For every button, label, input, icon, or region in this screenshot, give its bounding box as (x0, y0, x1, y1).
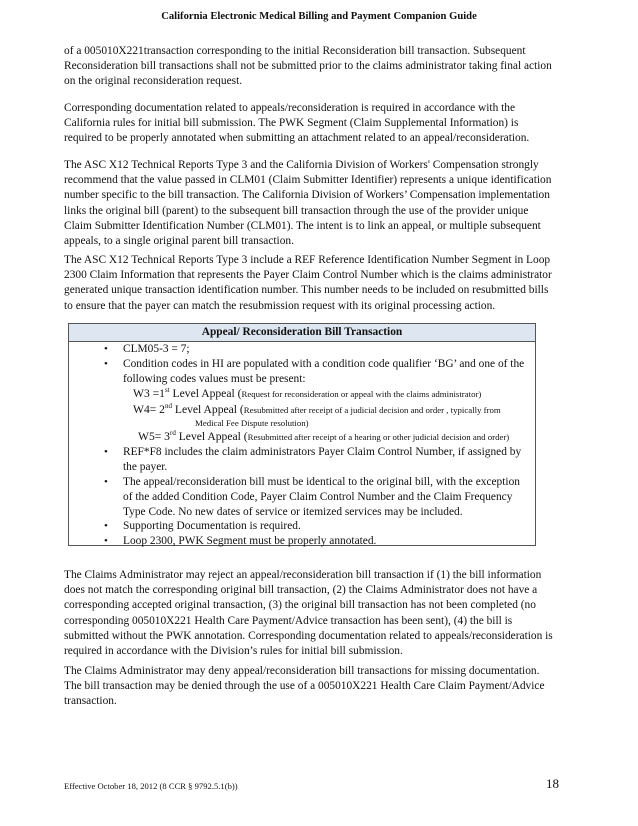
list-item (69, 342, 535, 357)
text-line: recommend that the value passed in CLM01 (Claim Submitter Identifier) represents a unique identification (64, 174, 552, 187)
list-item (69, 534, 535, 549)
appeal-transaction-box (68, 323, 536, 546)
condition-code-w5: W5= 3rd Level Appeal (Resubmitted after receipt of a hearing or other judicial decision and order) (138, 429, 510, 444)
page-footer: Effective October 18, 2012 (8 CCR § 9792.5.1(b)) (64, 781, 238, 791)
paragraph-documentation (64, 101, 572, 147)
text-line: of a 005010X221transaction corresponding to the initial Reconsideration bill transaction. Subsequent (64, 45, 526, 57)
text-line: links the original bill (parent) to the subsequent bill transaction through the use of the provider unique (64, 204, 529, 217)
bullet-icon: • (104, 520, 108, 533)
text-line: California rules for initial bill submission. The PWK Segment (Claim Supplemental Information) is (64, 117, 519, 130)
text-line: generated unique transaction identification number. This number needs to be included on resubmitted bills (64, 284, 549, 297)
text-line: 2300 Claim Information that represents the Payer Claim Control Number which is the claims administrator (64, 269, 552, 282)
bullet-icon: • (104, 343, 108, 355)
text-line: to ensure that the payer can match the resubmission request with its original processing action. (64, 299, 496, 312)
text-line: corresponding accepted original transaction, (3) the original bill transaction has not been completed (no (64, 599, 536, 612)
text-line: The ASC X12 Technical Reports Type 3 and the California Division of Workers' Compensation strongly (64, 159, 539, 171)
list-item (69, 357, 535, 446)
text-line: submitted without the PWK annotation. Corresponding documentation related to appeals/reconsideration is (64, 629, 553, 642)
bullet-icon: • (104, 475, 108, 488)
text-line: The bill transaction may be denied through the use of a 005010X221 Health Care Claim Payment/Advice (64, 680, 545, 693)
text-line: required to be properly annotated when submitting an attachment related to an appeal/reconsideration. (64, 132, 530, 145)
list-item-text: REF*F8 includes the claim administrators Payer Claim Control Number, if assigned by (123, 446, 522, 459)
text-line: The Claims Administrator may deny appeal/reconsideration bill transactions for missing documentation. (64, 665, 540, 677)
text-line: on the original reconsideration request. (64, 75, 243, 88)
condition-code-w4: W4= 2nd Level Appeal (Resubmitted after receipt of a judicial decision and order , typically from Medical Fee Dispute resolution) (133, 402, 501, 429)
text-line: number specific to the bill transaction. The California Division of Workers’ Compensation implementation (64, 189, 550, 202)
page-header: California Electronic Medical Billing and Payment Companion Guide (161, 11, 477, 22)
text-line: required in accordance with the Division’s rules for initial bill submission. (64, 645, 403, 658)
text-line: Corresponding documentation related to appeals/reconsideration is required in accordance with the (64, 102, 516, 114)
list-item-text: the payer. (123, 461, 168, 474)
list-item-text: CLM05-3 = 7; (123, 343, 190, 355)
paragraph-reconsideration-continuation (64, 44, 572, 90)
text-line: The ASC X12 Technical Reports Type 3 include a REF Reference Identification Number Segment in Loop (64, 254, 551, 266)
list-item (69, 475, 535, 519)
page-number: 18 (546, 776, 559, 791)
paragraph-deny (64, 664, 572, 710)
list-item (69, 519, 535, 534)
requirements-list (69, 342, 535, 549)
condition-code-w3: W3 =1st Level Appeal (Request for reconsideration or appeal with the claims administrator) (133, 386, 482, 401)
text-line: corresponding 005010X221 Health Care Payment/Advice transaction has been sent), (4) the bill is (64, 614, 513, 627)
bullet-icon: • (104, 446, 108, 459)
text-line: appeals, to a single original parent bill transaction. (64, 235, 294, 248)
text-line: does not match the corresponding original bill transaction, (2) the Claims Administrator does not have a (64, 584, 538, 597)
paragraph-clm01 (64, 158, 572, 249)
list-item-text: Loop 2300, PWK Segment must be properly annotated. (123, 535, 377, 548)
bullet-icon: • (104, 357, 108, 370)
list-item-text: Supporting Documentation is required. (123, 520, 301, 533)
box-title: Appeal/ Reconsideration Bill Transaction (69, 324, 535, 342)
list-item (69, 445, 535, 475)
text-line: Reconsideration bill transactions shall not be submitted prior to the claims administrator taking final action (64, 60, 552, 73)
bullet-icon: • (104, 535, 108, 548)
text-line: The Claims Administrator may reject an appeal/reconsideration bill transaction if (1) the bill information (64, 569, 542, 581)
list-item-text: of the added Condition Code, Payer Claim Control Number and the Claim Frequency (123, 490, 513, 503)
list-item-text: following codes values must be present: (123, 372, 306, 385)
list-item-text: Type Code. No new dates of service or itemized services may be included. (123, 505, 463, 518)
text-line: Claim Submitter Identification Number (CLM01). The intent is to link an appeal, or multiple subsequent (64, 219, 541, 232)
paragraph-ref-segment (64, 253, 572, 314)
paragraph-reject (64, 568, 572, 659)
text-line: transaction. (64, 695, 117, 708)
list-item-text: Condition codes in HI are populated with a condition code qualifier ‘BG’ and one of the (123, 357, 525, 370)
list-item-text: The appeal/reconsideration bill must be identical to the original bill, with the exception (123, 475, 520, 488)
